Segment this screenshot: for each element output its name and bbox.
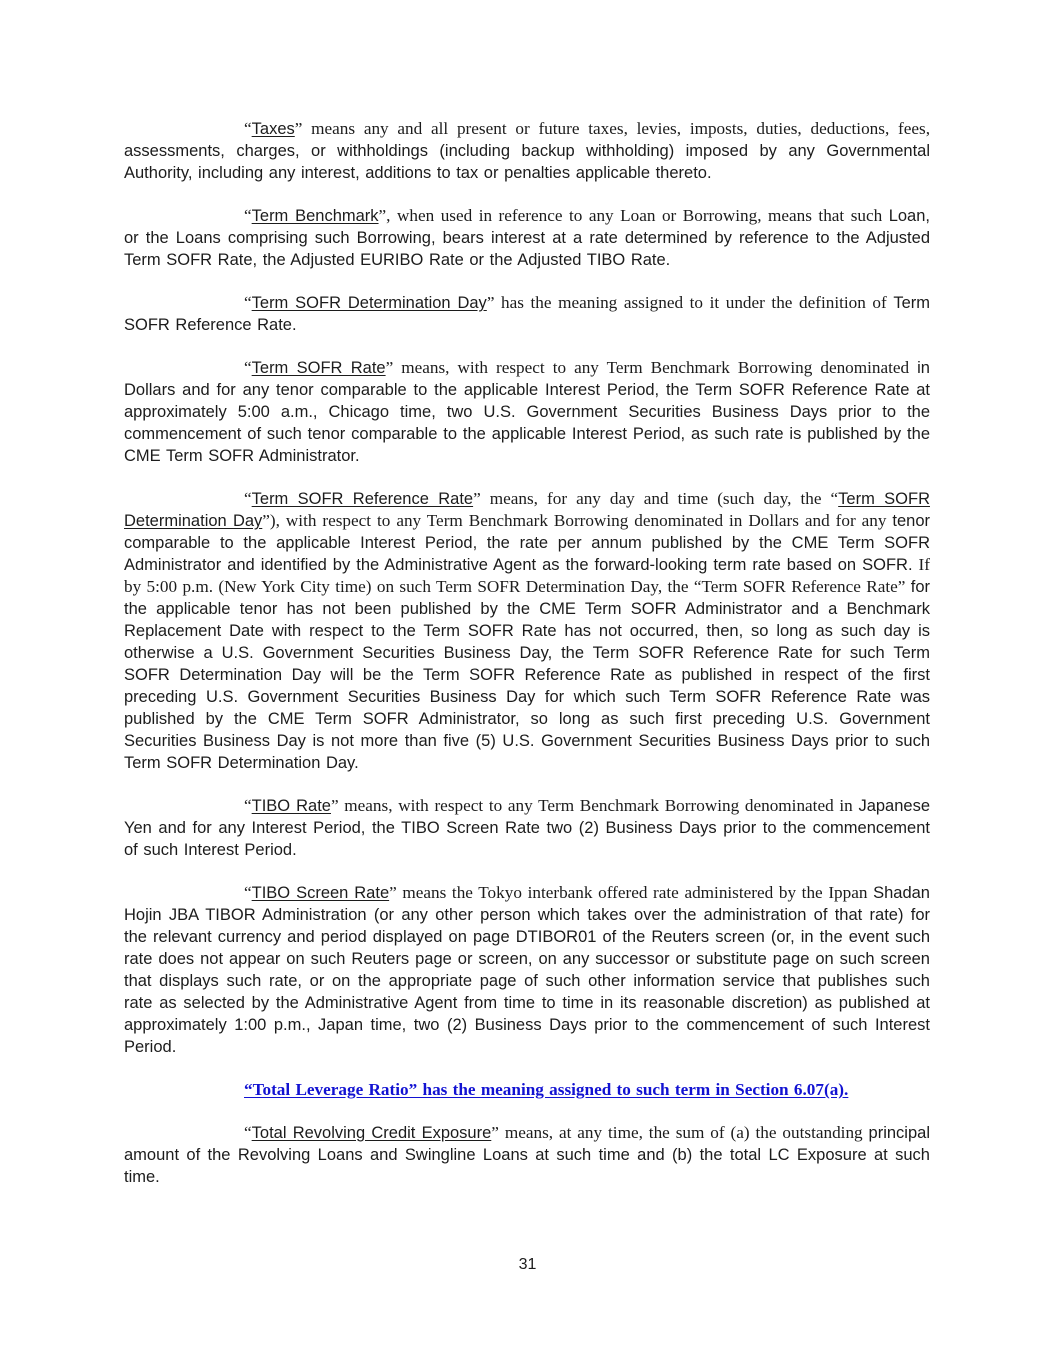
total-leverage-ratio-link[interactable] — [124, 1079, 930, 1101]
definition-tibo-rate — [124, 795, 930, 861]
defined-term: Term SOFR Determination Day — [251, 294, 487, 312]
text-run: “ — [244, 1123, 252, 1142]
text-run: ” means, with respect to any Term Benchmark Borrowing denominated in — [330, 796, 859, 815]
defined-term: Term SOFR Reference Rate — [251, 490, 474, 508]
text-run: ” means, at any time, the sum of (a) the outstanding — [491, 1123, 869, 1142]
text-run: “ — [244, 796, 252, 815]
text-run: “ — [244, 119, 252, 138]
defined-term: Total Revolving Credit Exposure — [251, 1124, 492, 1142]
text-run: Loan, or the Loans comprising such Borrowing, bears interest at a rate determined by reference to the Adjusted Term SOFR Rate, the Adjusted EURIBO Rate or the Adjusted TIBO Rate. — [124, 207, 930, 269]
text-run: “ — [244, 293, 252, 312]
text-run: in Dollars and for any tenor comparable to the applicable Interest Period, the Term SOFR Reference Rate at approximately 5:00 a.m., Chicago time, two U.S. Government Securities Business Days prior to the commencement of such tenor comparable to the applicable Interest Period, as such rate is published by the CME Term SOFR Administrator. — [124, 359, 930, 465]
text-run: ” means any and all present or future taxes, levies, imposts, duties, deductions, fees, — [294, 119, 930, 138]
text-run: ”), with respect to any Term Benchmark Borrowing denominated in Dollars and for any — [262, 511, 893, 530]
text-run: ” means, with respect to any Term Benchmark Borrowing denominated — [385, 358, 918, 377]
definition-tibo-screen-rate — [124, 882, 930, 1058]
definition-taxes — [124, 118, 930, 184]
text-run: for the applicable tenor has not been published by the CME Term SOFR Administrator and a Benchmark Replacement Date with respect to the Term SOFR Rate has not occurred, then, so long as such day is otherwise a U.S. Government Securities Business Day, the Term SOFR Reference Rate for such Term SOFR Determination Day will be the Term SOFR Reference Rate as published in respect of the first preceding U.S. Government Securities Business Day for which such Term SOFR Reference Rate was published by the CME Term SOFR Administrator, so long as such first preceding U.S. Government Securities Business Day is not more than five (5) U.S. Government Securities Business Days prior to such Term SOFR Determination Day. — [124, 578, 930, 772]
text-run: ” has the meaning assigned to it under the definition of — [486, 293, 894, 312]
defined-term: TIBO Screen Rate — [251, 884, 390, 902]
text-run: If by 5:00 p.m. (New York City time) on such Term SOFR Determination Day, the “Term SOFR Reference Rate” — [124, 555, 930, 596]
definition-term-benchmark — [124, 205, 930, 271]
text-run: “ — [244, 489, 252, 508]
defined-term: Taxes — [251, 120, 295, 138]
definition-total-revolving-credit-exposure — [124, 1122, 930, 1188]
text-run: assessments, charges, or withholdings (including backup withholding) imposed by any Governmental Authority, including any interest, additions to tax or penalties applicable thereto. — [124, 142, 930, 182]
defined-term: Term Benchmark — [251, 207, 379, 225]
text-run: principal amount of the Revolving Loans and Swingline Loans at such time and (b) the total LC Exposure at such time. — [124, 1124, 930, 1186]
definition-term-sofr-rate — [124, 357, 930, 467]
text-run: ” means, for any day and time (such day, the “ — [473, 489, 839, 508]
link-text[interactable]: “Total Leverage Ratio” has the meaning assigned to such term in Section 6.07(a). — [244, 1080, 849, 1099]
defined-term: Term SOFR Determination Day — [124, 490, 930, 530]
text-run: “ — [244, 358, 252, 377]
text-run: Japanese Yen and for any Interest Period, the TIBO Screen Rate two (2) Business Days prior to the commencement of such Interest Period. — [124, 797, 930, 859]
defined-term: TIBO Rate — [251, 797, 331, 815]
text-run: ”, when used in reference to any Loan or Borrowing, means that such — [378, 206, 889, 225]
text-run: Shadan Hojin JBA TIBOR Administration (or any other person which takes over the administration of that rate) for the relevant currency and period displayed on page DTIBOR01 of the Reuters screen (or, in the event such rate does not appear on such Reuters page or screen, on any successor or substitute page on such screen that displays such rate, or on the appropriate page of such other information service that publishes such rate as selected by the Administrative Agent from time to time in its reasonable discretion) as published at approximately 1:00 p.m., Japan time, two (2) Business Days prior to the commencement of such Interest Period. — [124, 884, 930, 1056]
text-run: tenor comparable to the applicable Interest Period, the rate per annum published by the CME Term SOFR Administrator and identified by the Administrative Agent as the forward-looking term rate based on SOFR. — [124, 512, 930, 574]
definition-term-sofr-reference-rate — [124, 488, 930, 774]
page-number: 31 — [518, 1256, 537, 1273]
defined-term: Term SOFR Rate — [251, 359, 386, 377]
text-run: Term SOFR Reference Rate. — [124, 294, 931, 334]
text-run: “ — [244, 206, 252, 225]
text-run: ” means the Tokyo interbank offered rate administered by the Ippan — [389, 883, 874, 902]
text-run: “ — [244, 883, 252, 902]
definition-term-sofr-determination-day — [124, 292, 930, 336]
